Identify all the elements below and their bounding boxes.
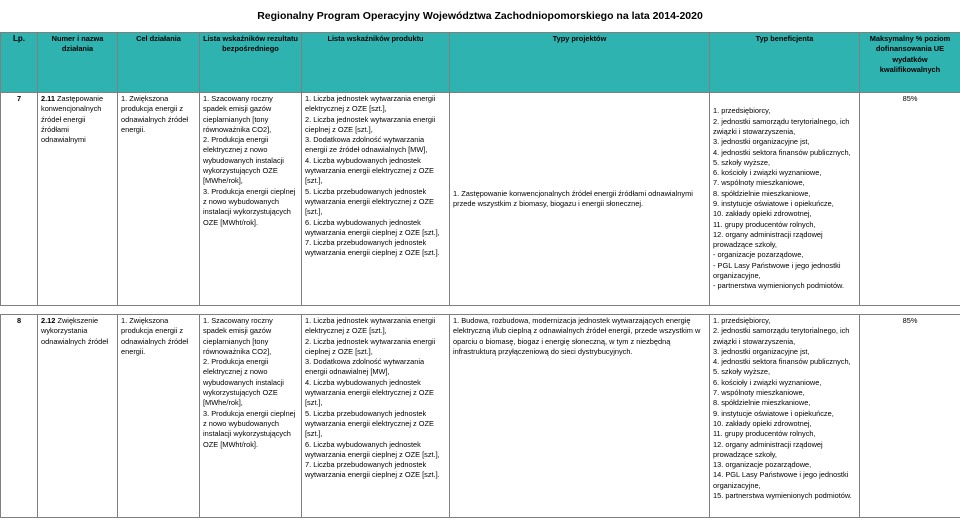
row-max-cofinancing: 85%: [860, 93, 960, 306]
row-product-indicators: 1. Liczba jednostek wytwarzania energii elektrycznej z OZE [szt.], 2. Liczba jednostek wytwarzania energii cieplnej z OZE [szt.], 3. Dodatkowa zdolność wytwarzania energii odnawialnej [MW], 4. Liczba wybudowanych jednostek wytwarzania energii elektrycznej z OZE [szt.], 5. Liczba przebudowanych jednostek wytwarzania energii elektrycznej z OZE [szt.], 6. Liczba wybudowanych jednostek wytwarzania energii cieplnej z OZE [szt.], 7. Liczba przebudowanych jednostek wytwarzania energii cieplnej z OZE [szt.].: [302, 315, 450, 518]
row-separator: [1, 306, 960, 315]
header-lp: Lp.: [1, 33, 38, 93]
row-action-code: 2.11: [41, 94, 55, 103]
row-goal: 1. Zwiększona produkcja energii z odnawialnych źródeł energii.: [118, 315, 200, 518]
page-title: Regionalny Program Operacyjny Województwa Zachodniopomorskiego na lata 2014-2020: [257, 10, 703, 22]
row-action-title: Zastępowanie konwencjonalnych źródeł energii źródłami odnawialnymi: [41, 94, 104, 145]
header-beneficjent: Typ beneficjenta: [710, 33, 860, 93]
table-row: [1, 315, 960, 518]
table-row: [1, 93, 960, 306]
row-goal: 1. Zwiększona produkcja energii z odnawialnych źródeł energii.: [118, 93, 200, 306]
row-action-name: [38, 315, 118, 518]
header-maks: Maksymalny % poziom dofinansowania UE wydatków kwalifikowalnych: [860, 33, 960, 93]
actions-table: [0, 32, 960, 518]
row-action-name: [38, 93, 118, 306]
header-rezultat: Lista wskaźników rezultatu bezpośredniego: [200, 33, 302, 93]
row-project-types: 1. Budowa, rozbudowa, modernizacja jednostek wytwarzających energię elektryczną i/lub cieplną z odnawialnych źródeł energii, przede wszystkim w oparciu o biomasę, biogaz i energię słoneczną, w tym z niezbędną infrastrukturą przyłączeniową do sieci dystrybucyjnych.: [450, 315, 710, 518]
header-cel: Cel działania: [118, 33, 200, 93]
table-header-row: [1, 33, 960, 93]
row-result-indicators: 1. Szacowany roczny spadek emisji gazów cieplarnianych [tony równoważnika CO2], 2. Produkcja energii elektrycznej z nowo wybudowanych instalacji wykorzystujących OZE [MWhe/rok], 3. Produkcja energii cieplnej z nowo wybudowanych instalacji wykorzystujących OZE [MWht/rok].: [200, 315, 302, 518]
row-product-indicators: 1. Liczba jednostek wytwarzania energii elektrycznej z OZE [szt.], 2. Liczba jednostek wytwarzania energii cieplnej z OZE [szt.], 3. Dodatkowa zdolność wytwarzania energii ze źródeł odnawialnych [MW], 4. Liczba wybudowanych jednostek wytwarzania energii elektrycznej z OZE [szt.], 5. Liczba przebudowanych jednostek wytwarzania energii elektrycznej z OZE [szt.], 6. Liczba wybudowanych jednostek wytwarzania energii cieplnej z OZE [szt.], 7. Liczba przebudowanych jednostek wytwarzania energii cieplnej z OZE [szt.].: [302, 93, 450, 306]
header-numer: Numer i nazwa działania: [38, 33, 118, 93]
row-project-types: 1. Zastępowanie konwencjonalnych źródeł energii źródłami odnawialnymi przede wszystkim z biomasy, biogazu i energii słonecznej.: [450, 93, 710, 306]
header-produkt: Lista wskaźników produktu: [302, 33, 450, 93]
row-result-indicators: 1. Szacowany roczny spadek emisji gazów cieplarnianych [tony równoważnika CO2], 2. Produkcja energii elektrycznej z nowo wybudowanych instalacji wykorzystujących OZE [MWhe/rok], 3. Produkcja energii cieplnej z nowo wybudowanych instalacji wykorzystujących OZE [MWht/rok].: [200, 93, 302, 306]
row-action-title: Zwiększenie wykorzystania odnawialnych źródeł: [41, 316, 108, 346]
row-lp: 7: [1, 93, 38, 306]
row-beneficiary-types: 1. przedsiębiorcy, 2. jednostki samorządu terytorialnego, ich związki i stowarzyszenia, 3. jednostki organizacyjne jst, 4. jednostki sektora finansów publicznych, 5. szkoły wyższe, 6. kościoły i związki wyznaniowe, 7. wspólnoty mieszkaniowe, 8. spółdzielnie mieszkaniowe, 9. instytucje oświatowe i opiekuńcze, 10. zakłady opieki zdrowotnej, 11. grupy producentów rolnych, 12. organy administracji rządowej prowadzące szkoły, - organizacje pozarządowe, - PGL Lasy Państwowe i jego jednostki organizacyjne, - partnerstwa wymienionych podmiotów.: [710, 93, 860, 306]
row-beneficiary-types: 1. przedsiębiorcy, 2. jednostki samorządu terytorialnego, ich związki i stowarzyszenia, 3. jednostki organizacyjne jst, 4. jednostki sektora finansów publicznych, 5. szkoły wyższe, 6. kościoły i związki wyznaniowe, 7. wspólnoty mieszkaniowe, 8. spółdzielnie mieszkaniowe, 9. instytucje oświatowe i opiekuńcze, 10. zakłady opieki zdrowotnej, 11. grupy producentów rolnych, 12. organy administracji rządowej prowadzące szkoły, 13. organizacje pozarządowe, 14. PGL Lasy Państwowe i jego jednostki organizacyjne, 15. partnerstwa wymienionych podmiotów.: [710, 315, 860, 518]
header-typy: Typy projektów: [450, 33, 710, 93]
row-lp: 8: [1, 315, 38, 518]
row-action-code: 2.12: [41, 316, 56, 325]
row-max-cofinancing: 85%: [860, 315, 960, 518]
